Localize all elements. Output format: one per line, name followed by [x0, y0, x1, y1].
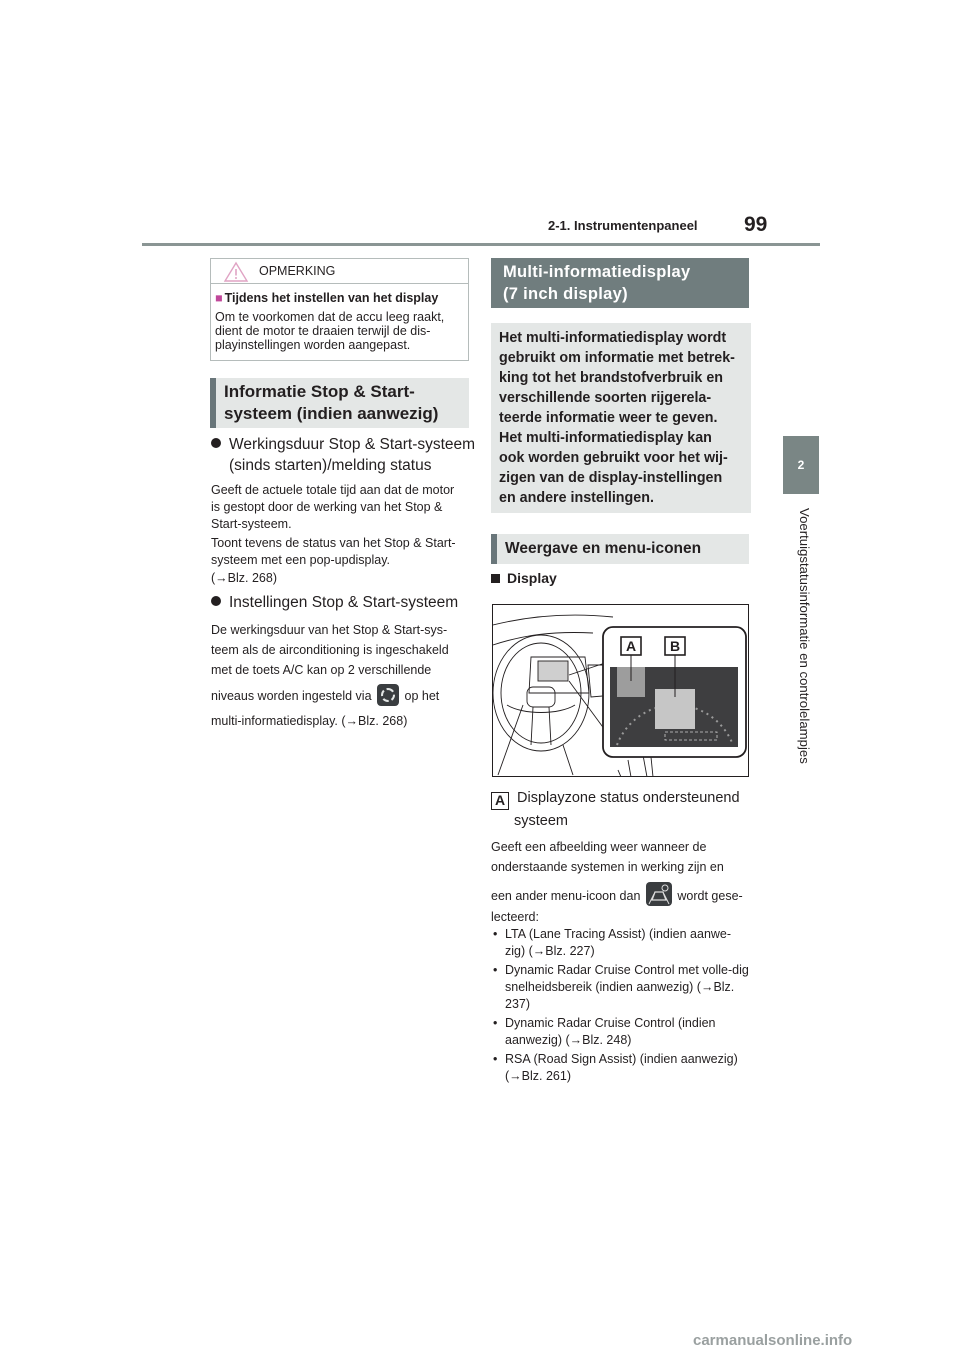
stop-start-heading-line1: Informatie Stop & Start- — [224, 382, 415, 401]
a-p1: Geeft een afbeelding weer wanneer de — [491, 840, 707, 854]
section-title: 2-1. Instrumentenpaneel — [548, 218, 698, 233]
item1-p1: Geeft de actuele totale tijd aan dat de motor — [211, 483, 455, 497]
header-divider — [142, 243, 820, 246]
item1-p2: is gestopt door de werking van het Stop & — [211, 500, 443, 514]
page-number: 99 — [744, 213, 768, 236]
a-p3 — [491, 882, 743, 906]
intro-line: gebruikt om informatie met betrek- — [499, 350, 735, 366]
chapter-number: 2 — [797, 458, 805, 472]
systems-list — [491, 926, 751, 1087]
list-item[interactable]: • Dynamic Radar Cruise Control met volle-dig snelheidsbereik (indien aanwezig) (→Blz. 237) — [491, 962, 751, 1013]
intro-line: ook worden gebruikt voor het wij- — [499, 450, 728, 466]
stop-start-heading-line2: systeem (indien aanwezig) — [224, 404, 439, 423]
list-item[interactable]: • Dynamic Radar Cruise Control (indien aanwezig) (→Blz. 248) — [491, 1015, 751, 1049]
intro-line: Het multi-informatiedisplay kan — [499, 430, 712, 446]
square-bullet-icon: ■ — [215, 291, 223, 305]
item1-p5: systeem met een pop-updisplay. — [211, 553, 391, 567]
warning-icon — [223, 261, 249, 283]
item2-p4 — [211, 684, 439, 706]
watermark: carmanualsonline.info — [693, 1332, 853, 1349]
intro-line: Het multi-informatiedisplay wordt — [499, 330, 727, 346]
callout-a: A — [626, 638, 637, 654]
note-header — [211, 259, 468, 284]
note-title-text: Tijdens het instellen van het display — [224, 291, 439, 305]
a-p3-after: wordt gese- — [677, 889, 743, 903]
mid-heading — [491, 258, 749, 308]
a-title-line1: Displayzone status ondersteunend — [517, 790, 740, 806]
item2-p1: De werkingsduur van het Stop & Start-sys- — [211, 623, 448, 637]
stop-start-heading — [210, 378, 469, 428]
dashboard-drawing — [493, 605, 749, 777]
intro-line: teerde informatie weer te geven. — [499, 410, 718, 426]
display-subheading — [491, 570, 557, 586]
item2-title-text: Instellingen Stop & Start-systeem — [229, 594, 459, 611]
square-bullet-icon — [491, 574, 500, 583]
a-p3-before: een ander menu-icoon dan — [491, 889, 641, 903]
item1-p4: Toont tevens de status van het Stop & Start- — [211, 536, 456, 550]
item2-p3: met de toets A/C kan op 2 verschillende — [211, 663, 432, 677]
bullet-dot-icon — [211, 596, 221, 606]
heading-bar — [491, 534, 497, 564]
heading-bar — [210, 378, 216, 428]
mid-heading-line2: (7 inch display) — [503, 285, 628, 303]
note-box — [210, 258, 469, 361]
item2-p5: multi-informatiedisplay. (→Blz. 268) — [211, 714, 408, 728]
item1-page-ref[interactable]: (→Blz. 268) — [211, 571, 277, 585]
display-illustration — [492, 604, 749, 777]
item2-title — [211, 592, 458, 613]
list-item[interactable]: • LTA (Lane Tracing Assist) (indien aanwe-zig) (→Blz. 227) — [491, 926, 751, 960]
a-p4: lecteerd: — [491, 910, 539, 924]
chapter-title: Voertuigstatusinformatie en controlelampjes — [797, 508, 812, 764]
intro-line: verschillende soorten rijgerela- — [499, 390, 712, 406]
bullet-dot-icon — [211, 438, 221, 448]
intro-line: zigen van de display-instellingen — [499, 470, 723, 486]
intro-box — [491, 323, 751, 513]
menu-icons-heading-text: Weergave en menu-iconen — [505, 540, 702, 557]
item1-title — [211, 434, 475, 455]
chapter-tab — [783, 436, 819, 494]
menu-icons-heading — [491, 534, 749, 564]
driver-assist-icon — [646, 882, 672, 906]
note-label: OPMERKING — [259, 264, 336, 278]
intro-line: king tot het brandstofverbruik en — [499, 370, 724, 386]
a-title-line2: systeem — [514, 813, 568, 829]
note-title — [215, 291, 438, 305]
item1-p3: Start-systeem. — [211, 517, 292, 531]
callout-b: B — [670, 638, 681, 654]
intro-line: en andere instellingen. — [499, 490, 654, 506]
item2-p2: teem als de airconditioning is ingeschakeld — [211, 643, 449, 657]
list-item[interactable]: • RSA (Road Sign Assist) (indien aanwezig) (→Blz. 261) — [491, 1051, 751, 1085]
mid-heading-line1: Multi-informatiedisplay — [503, 263, 691, 281]
note-body: Om te voorkomen dat de accu leeg raakt, dient de motor te draaien terwijl de dis-playinstellingen worden aangepast. — [215, 310, 445, 352]
callout-a-label: A — [491, 792, 509, 810]
display-label: Display — [507, 570, 557, 586]
gear-icon — [377, 684, 399, 706]
a-title — [491, 788, 740, 810]
intro-text — [499, 328, 747, 508]
item1-title-line1: Werkingsduur Stop & Start-systeem — [229, 436, 476, 453]
item2-p4-after: op het — [404, 689, 440, 703]
item1-title-line2: (sinds starten)/melding status — [229, 457, 432, 474]
item2-p4-before: niveaus worden ingesteld via — [211, 689, 372, 703]
a-p2: onderstaande systemen in werking zijn en — [491, 860, 724, 874]
